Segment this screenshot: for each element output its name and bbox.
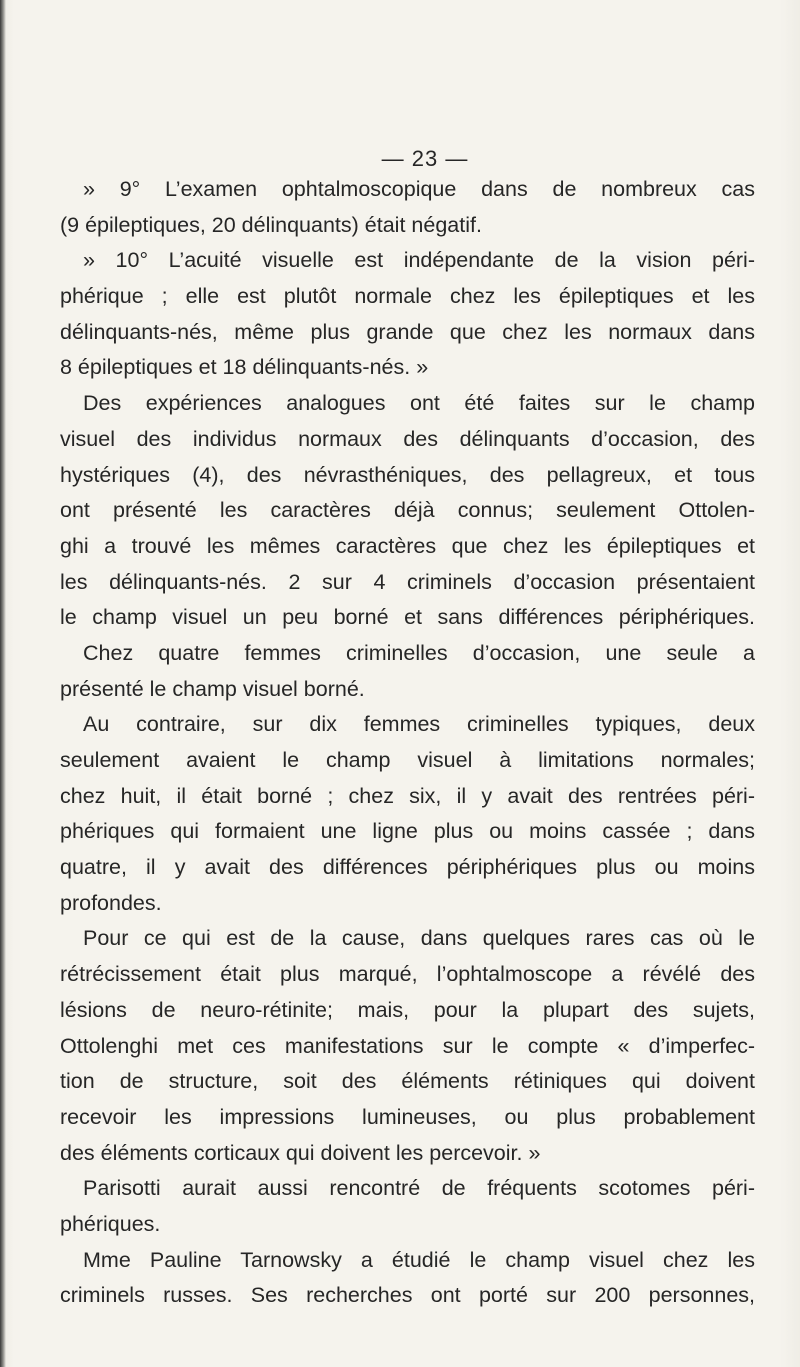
text-line: » 10° L’acuité visuelle est indépendante de la vision péri- (83, 248, 755, 273)
text-line: les délinquants-nés. 2 sur 4 criminels d’occasion présentaient (60, 569, 755, 594)
text-line: Pour ce qui est de la cause, dans quelques rares cas où le (83, 926, 755, 951)
text-line: présenté le champ visuel borné. (60, 676, 365, 701)
text-line: lésions de neuro-rétinite; mais, pour la plupart des sujets, (60, 997, 755, 1022)
text-line: tion de structure, soit des éléments rétiniques qui doivent (60, 1069, 755, 1094)
text-line: visuel des individus normaux des délinquants d’occasion, des (60, 426, 755, 451)
text-line: hystériques (4), des névrasthéniques, des pellagreux, et tous (60, 462, 755, 487)
text-line: phérique ; elle est plutôt normale chez les épileptiques et les (60, 284, 755, 309)
text-line: (9 épileptiques, 20 délinquants) était négatif. (60, 212, 482, 237)
text-line: le champ visuel un peu borné et sans différences périphériques. (60, 605, 755, 630)
body-text (60, 172, 755, 1314)
text-line: recevoir les impressions lumineuses, ou plus probablement (60, 1104, 755, 1129)
text-line: profondes. (60, 890, 162, 915)
text-line: des éléments corticaux qui doivent les percevoir. » (60, 1140, 541, 1165)
text-line: 8 épileptiques et 18 délinquants-nés. » (60, 355, 429, 380)
text-line: Au contraire, sur dix femmes criminelles typiques, deux (83, 712, 755, 737)
text-line: délinquants-nés, même plus grande que chez les normaux dans (60, 319, 755, 344)
text-line: Mme Pauline Tarnowsky a étudié le champ visuel chez les (83, 1247, 755, 1272)
text-line: ont présenté les caractères déjà connus; seulement Ottolen- (60, 498, 755, 523)
text-line: quatre, il y avait des différences périphériques plus ou moins (60, 855, 755, 880)
text-line: criminels russes. Ses recherches ont porté sur 200 personnes, (60, 1283, 755, 1308)
text-line: Parisotti aurait aussi rencontré de fréquents scotomes péri- (83, 1176, 755, 1201)
text-line: seulement avaient le champ visuel à limitations normales; (60, 748, 755, 772)
text-line: » 9° L’examen ophtalmoscopique dans de nombreux cas (83, 177, 755, 201)
page-binding-edge (0, 0, 6, 1367)
text-line: Ottolenghi met ces manifestations sur le compte « d’imperfec- (60, 1033, 755, 1058)
text-line: phériques. (60, 1211, 161, 1236)
text-line: phériques qui formaient une ligne plus ou moins cassée ; dans (60, 819, 755, 844)
text-line: Des expériences analogues ont été faites sur le champ (83, 391, 755, 416)
text-line: chez huit, il était borné ; chez six, il y avait des rentrées péri- (60, 783, 755, 808)
page-number: — 23 — (381, 146, 469, 171)
text-line: Chez quatre femmes criminelles d’occasion, une seule a (83, 640, 755, 665)
text-line: rétrécissement était plus marqué, l’ophtalmoscope a révélé des (60, 962, 755, 987)
text-line: ghi a trouvé les mêmes caractères que chez les épileptiques et (60, 533, 755, 558)
